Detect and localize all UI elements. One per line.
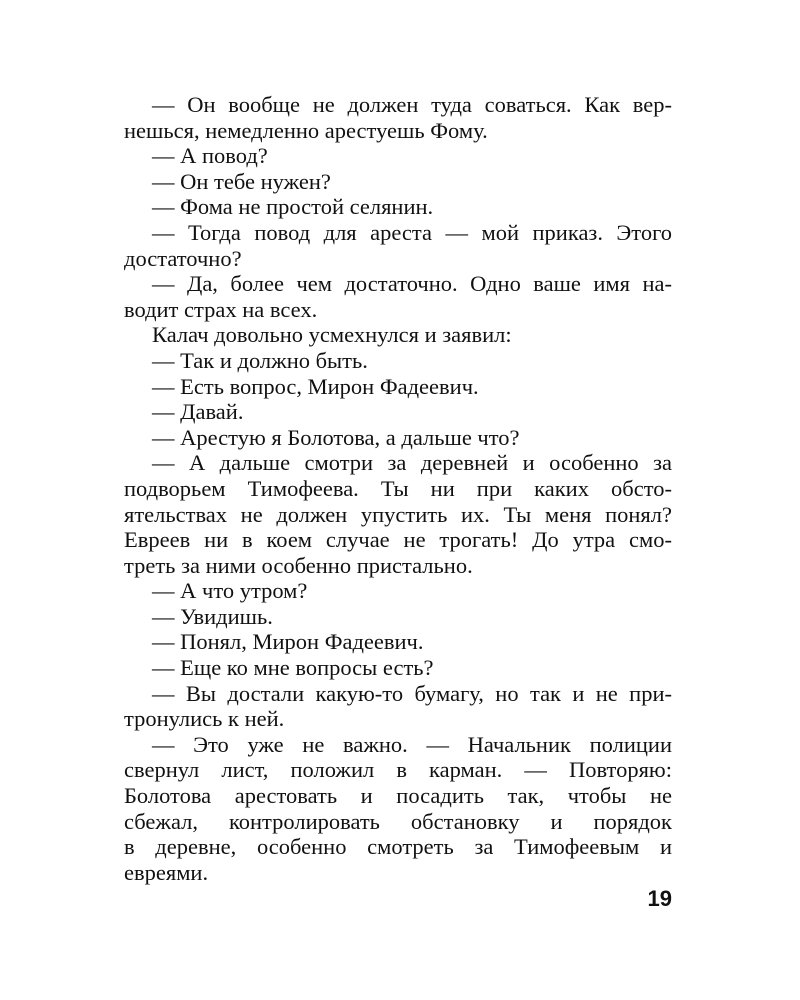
text-line: — Давай. [152, 399, 244, 425]
text-line: Евреев ни в коем случае не трогать! До утра смо- [124, 527, 672, 553]
text-line: ятельствах не должен упустить их. Ты меня понял? [124, 501, 672, 527]
text-line: — А повод? [152, 143, 268, 169]
text-line: — Вы достали какую-то бумагу, но так и не при- [152, 680, 672, 706]
text-line: подворьем Тимофеева. Ты ни при каких обсто- [124, 475, 672, 501]
text-line: — Понял, Мирон Фадеевич. [152, 629, 424, 655]
text-line: тронулись к ней. [124, 706, 285, 732]
text-body [124, 92, 672, 885]
text-line: — Он вообще не должен туда соваться. Как вер- [152, 92, 672, 117]
text-line: — Фома не простой селянин. [152, 194, 434, 220]
text-line: — Это уже не важно. — Начальник полиции [152, 731, 672, 757]
text-line: — Еще ко мне вопросы есть? [152, 655, 434, 681]
text-line: достаточно? [124, 245, 242, 271]
text-line: в деревне, особенно смотреть за Тимофеевым и [124, 834, 672, 860]
text-line: — Увидишь. [152, 603, 273, 629]
text-line: — Арестую я Болотова, а дальше что? [152, 424, 520, 450]
text-line: треть за ними особенно пристально. [124, 552, 473, 578]
text-line: — А что утром? [152, 578, 308, 604]
text-line: евреями. [124, 859, 209, 885]
text-line: — Тогда повод для ареста — мой приказ. Этого [152, 219, 672, 245]
text-line: Болотова арестовать и посадить так, чтобы не [124, 783, 672, 809]
text-line: — А дальше смотри за деревней и особенно за [152, 450, 672, 476]
text-line: сбежал, контролировать обстановку и порядок [124, 808, 672, 834]
text-line: — Так и должно быть. [152, 347, 368, 373]
text-line: — Он тебе нужен? [152, 168, 331, 194]
text-line: нешься, немедленно арестуешь Фому. [124, 117, 488, 143]
text-line: свернул лист, положил в карман. — Повторяю: [124, 757, 672, 783]
text-line: водит страх на всех. [124, 296, 318, 322]
text-line: Калач довольно усмехнулся и заявил: [152, 322, 512, 348]
page-number: 19 [647, 886, 672, 911]
text-line: — Есть вопрос, Мирон Фадеевич. [152, 373, 479, 399]
text-line: — Да, более чем достаточно. Одно ваше имя на- [152, 271, 672, 297]
